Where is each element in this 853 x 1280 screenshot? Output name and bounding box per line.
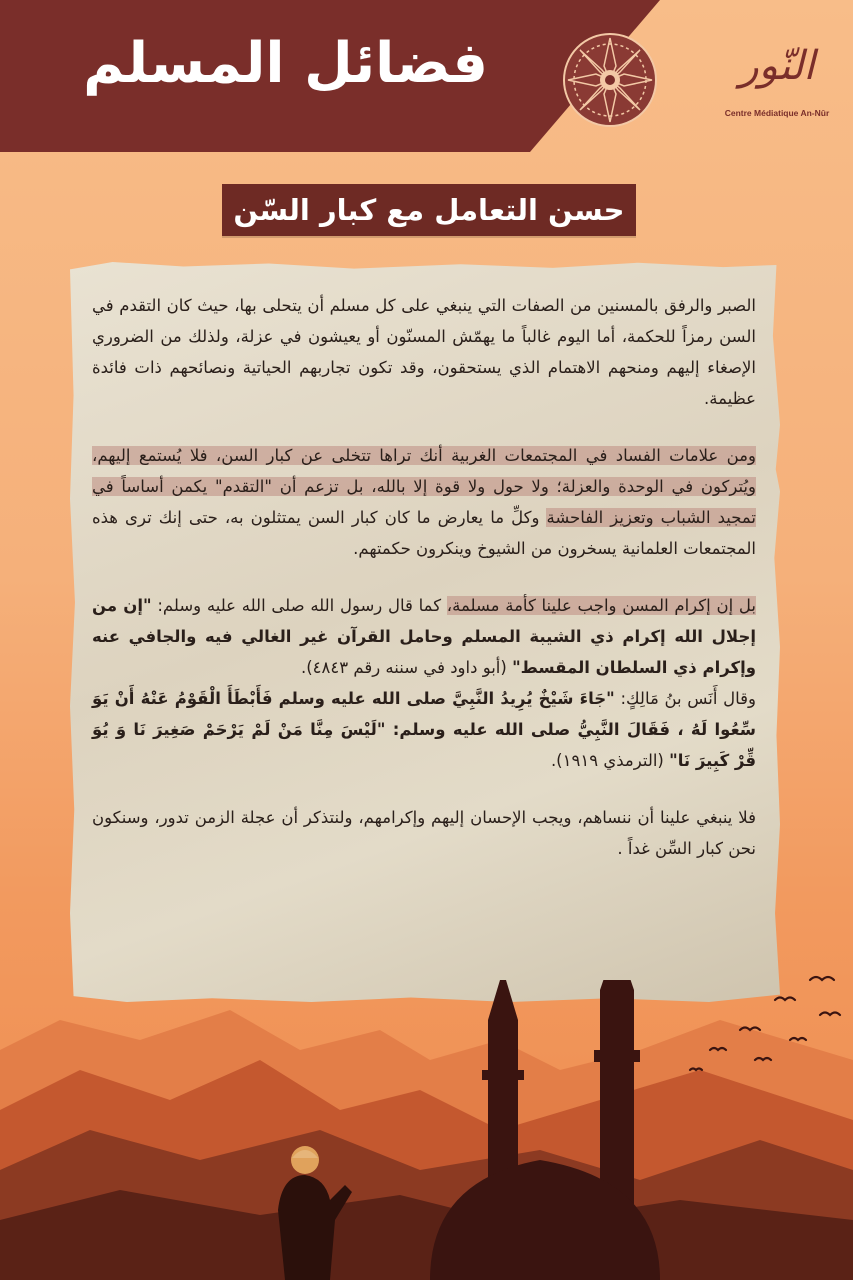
an-nur-logo-icon: النّور — [739, 43, 815, 89]
paragraph-text: كما قال رسول الله صلى الله عليه وسلم: — [151, 596, 447, 615]
section-subtitle: حسن التعامل مع كبار السّن — [222, 184, 636, 236]
highlighted-text: ومن علامات الفساد في المجتمعات الغربية أنك تراها تتخلى عن كبار السن، فلا يُستمع إليهم، ويُتركون في الوحدة والعزلة؛ ولا حول ولا قوة إلا بالله، بل تزعم أن "التقدم" يكمن أساساً في تمجيد الشباب وتعزيز الفاحشة — [92, 446, 756, 527]
paragraph-hadith-2 — [92, 683, 756, 776]
logo-subtitle: Centre Médiatique An-Nûr — [724, 108, 830, 118]
an-nur-logo — [722, 38, 832, 128]
paragraph-text: وقال أَنَس بنُ مَالِكٍ: — [614, 689, 756, 708]
paragraph-intro: الصبر والرفق بالمسنين من الصفات التي ينبغي على كل مسلم أن يتحلى بها، حيث كان التقدم في السن رمزاً للحكمة، أما اليوم غالباً ما يهمّش المسنّون أو يعيشون في عزلة، ولذلك من الضروري الإصغاء إليهم ومنحهم الاهتمام الذي يستحقون، وقد تكون تجاربهم الحياتية ونصائحهم ذات فائدة عظيمة. — [92, 296, 756, 408]
mandala-ornament-icon — [560, 30, 660, 130]
hadith-reference: (الترمذي ١٩١٩). — [550, 751, 670, 770]
hadith-quote: "إن من إجلال الله إكرام ذي الشيبة المسلم وحامل القرآن غير الغالي فيه والجافي عنه وإكرام ذي السلطان المقسط" — [92, 596, 756, 677]
paragraph-hadith-1 — [92, 590, 756, 683]
birds-icon — [680, 960, 853, 1090]
paragraph-text: وكلِّ ما يعارض ما كان كبار السن يمتثلون به، حتى إنك ترى هذه المجتمعات العلمانية يسخرون من الشيوخ وينكرون حكمتهم. — [92, 508, 756, 558]
paragraph-conclusion: فلا ينبغي علينا أن ننساهم، ويجب الإحسان إليهم وإكرامهم، ولنتذكر أن عجلة الزمن تدور، وسنكون نحن كبار السِّن غداً . — [92, 808, 756, 858]
paragraph-western-societies — [92, 440, 756, 564]
article-body — [92, 290, 756, 864]
hadith-quote: "جَاءَ شَيْخٌ يُرِيدُ النَّبِيَّ صلى الله عليه وسلم فَأَبْطَأَ الْقَوْمُ عَنْهُ أَنْ يَوَ سِّعُوا لَهُ ، فَقَالَ النَّبِيُّ صلى الله عليه وسلم: "لَيْسَ مِنَّا مَنْ لَمْ يَرْحَمْ صَغِيرَ نَا وَ يُوَ قِّرْ كَبِيرَ نَا" — [92, 689, 756, 770]
highlighted-text: بل إن إكرام المسن واجب علينا كأمة مسلمة، — [446, 596, 756, 615]
hadith-reference: (أبو داود في سننه رقم ٤٨٤٣). — [300, 658, 513, 677]
page-title: فضائل المسلم — [83, 31, 488, 96]
